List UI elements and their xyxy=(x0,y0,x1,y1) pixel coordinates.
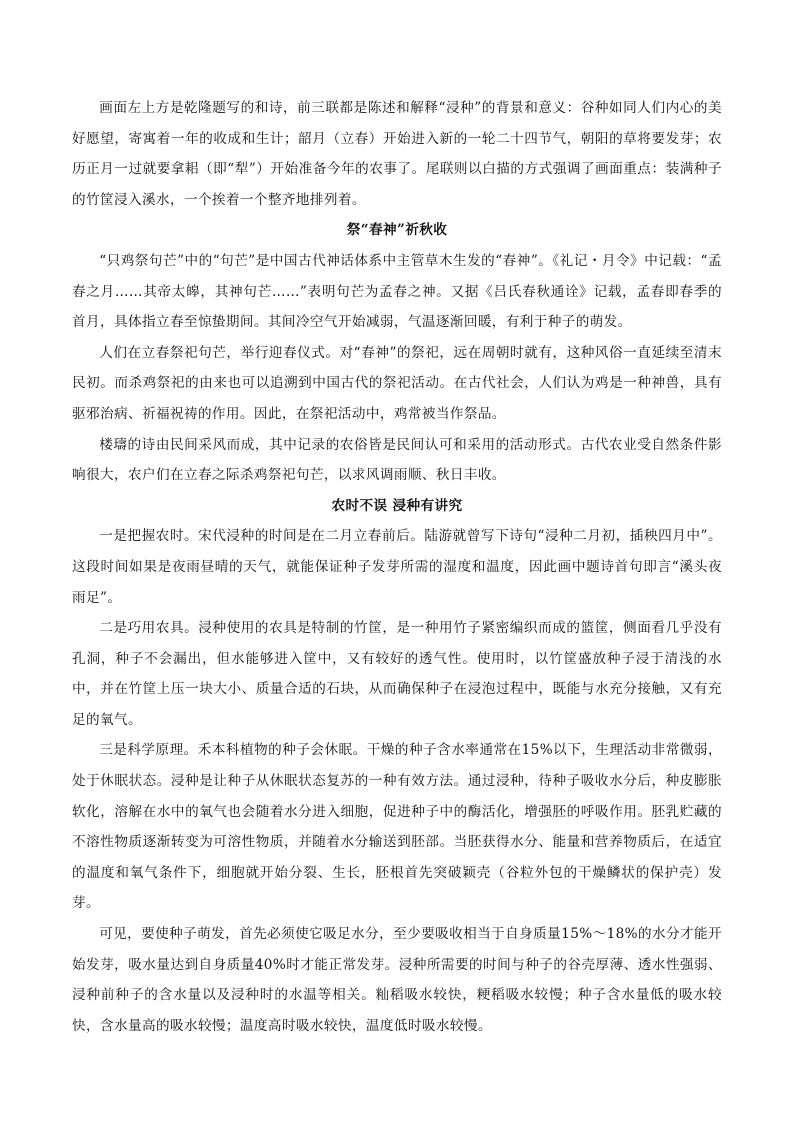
body-paragraph: 可见，要使种子萌发，首先必须使它吸足水分，至少要吸收相当于自身质量15%～18%的水分才能开始发芽，吸水量达到自身质量40%时才能正常发芽。浸种所需要的时间与种子的谷壳厚薄、透水性强弱、浸种前种子的含水量以及浸种时的水温等相关。籼稻吸水较快，粳稻吸水较慢；种子含水量低的吸水较快，含水量高的吸水较慢；温度高时吸水较快，温度低时吸水较慢。 xyxy=(72,926,722,1034)
body-paragraph: 三是科学原理。禾本科植物的种子会休眠。干燥的种子含水率通常在15%以下，生理活动非常微弱，处于休眠状态。浸种是让种子从休眠状态复苏的一种有效方法。通过浸种，待种子吸收水分后，种皮膨胀软化，溶解在水中的氧气也会随着水分进入细胞，促进种子中的酶活化，增强胚的呼吸作用。胚乳贮藏的不溶性物质逐渐转变为可溶性物质，并随着水分输送到胚部。当胚获得水分、能量和营养物质后，在适宜的温度和氧气条件下，细胞就开始分裂、生长，胚根首先突破颖壳（谷粒外包的干燥鳞状的保护壳）发芽。 xyxy=(72,742,722,912)
document-page xyxy=(72,93,722,1041)
section-heading-seed-soaking: 农时不误 浸种有讲究 xyxy=(331,497,463,514)
intro-paragraph: 画面左上方是乾隆题写的和诗，前三联都是陈述和解释“浸种”的背景和意义：谷种如同人们内心的美好愿望，寄寓着一年的收成和生计；韶月（立春）开始进入新的一轮二十四节气，朝阳的草将要发芽；农历正月一过就要拿耜（即“犁”）开始准备今年的农事了。尾联则以白描的方式强调了画面重点：装满种子的竹筐浸入溪水，一个挨着一个整齐地排列着。 xyxy=(72,100,722,208)
body-paragraph: 二是巧用农具。浸种使用的农具是特制的竹筐，是一种用竹子紧密编织而成的篮筐，侧面看几乎没有孔洞，种子不会漏出，但水能够进入筐中，又有较好的透气性。使用时，以竹筐盛放种子浸于清浅的水中，并在竹筐上压一块大小、质量合适的石块，从而确保种子在浸泡过程中，既能与水充分接触，又有充足的氧气。 xyxy=(72,620,722,728)
body-paragraph: 一是把握农时。宋代浸种的时间是在二月立春前后。陆游就曾写下诗句“浸种二月初，插秧四月中”。这段时间如果是夜雨昼晴的天气，就能保证种子发芽所需的湿度和温度，因此画中题诗首句即言“溪头夜雨足”。 xyxy=(72,528,722,606)
body-paragraph: “只鸡祭句芒”中的“句芒”是中国古代神话体系中主管草木生发的“春神”。《礼记・月令》中记载：“孟春之月……其帝太皞，其神句芒……”表明句芒为孟春之神。又据《吕氏春秋通诠》记载，孟春即春季的首月，具体指立春至惊蛰期间。其间冷空气开始减弱，气温逐渐回暖，有利于种子的萌发。 xyxy=(72,252,722,331)
section-heading-spring-god: 祭“春神”祈秋收 xyxy=(346,222,448,239)
body-paragraph: 人们在立春祭祀句芒，举行迎春仪式。对“春神”的祭祀，远在周朝时就有，这种风俗一直延续至清末民初。而杀鸡祭祀的由来也可以追溯到中国古代的祭祀活动。在古代社会，人们认为鸡是一种神兽，具有驱邪治病、祈福祝祷的作用。因此，在祭祀活动中，鸡常被当作祭品。 xyxy=(72,344,722,422)
body-paragraph: 楼璹的诗由民间采风而成，其中记录的农俗皆是民间认可和采用的活动形式。古代农业受自然条件影响很大，农户们在立春之际杀鸡祭祀句芒，以求风调雨顺、秋日丰收。 xyxy=(72,436,722,484)
